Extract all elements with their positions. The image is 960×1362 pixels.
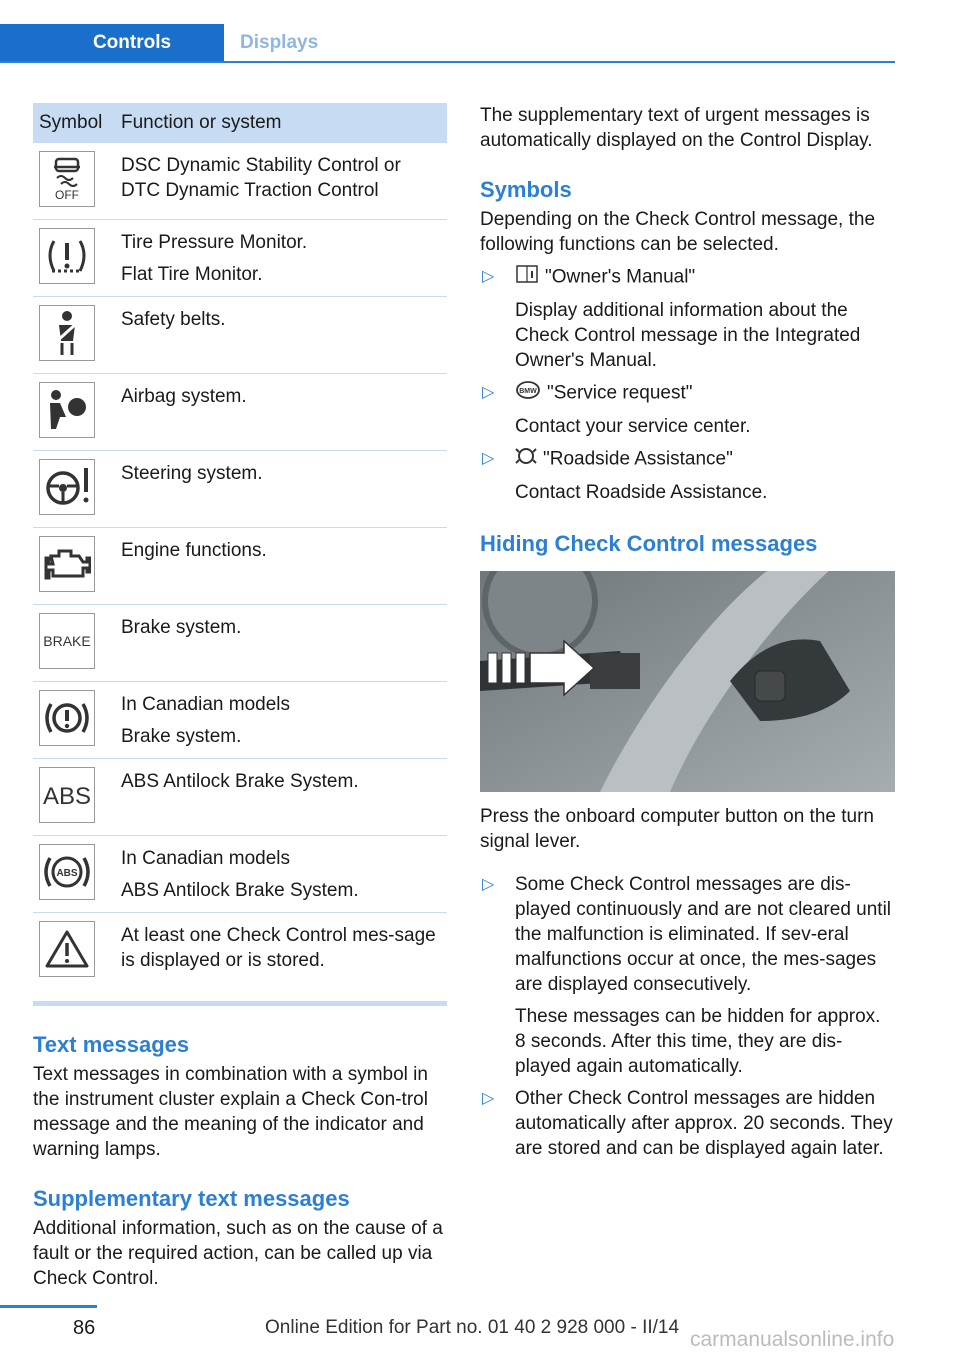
row-text bbox=[121, 923, 443, 980]
row-line: Brake system. bbox=[121, 726, 242, 747]
text-messages-heading: Text messages bbox=[33, 1032, 190, 1057]
row-line: ABS Antilock Brake System. bbox=[121, 771, 359, 792]
bullet-extra: These messages can be hidden for approx. 8 seconds. After this time, they are dis-played again automatically. bbox=[515, 1006, 881, 1077]
row-text bbox=[121, 153, 443, 210]
steering-icon bbox=[39, 459, 95, 515]
seatbelt-icon bbox=[39, 305, 95, 361]
bullet-triangle-icon: ▷ bbox=[482, 384, 495, 401]
symbols-body: Depending on the Check Control message, the following functions can be selected. bbox=[480, 209, 876, 255]
item-title: "Owner's Manual" bbox=[545, 266, 696, 288]
row-line: ABS Antilock Brake System. bbox=[121, 880, 359, 901]
footer-rule bbox=[0, 1305, 97, 1308]
engine-icon bbox=[39, 536, 95, 592]
symbols-heading: Symbols bbox=[480, 177, 572, 202]
supp-heading: Supplementary text messages bbox=[33, 1186, 350, 1211]
icon-bmw-label: BMW bbox=[519, 388, 537, 395]
right-column bbox=[480, 103, 896, 1161]
table-row bbox=[33, 605, 447, 682]
row-text bbox=[121, 384, 443, 416]
table-row bbox=[33, 759, 447, 836]
col-symbol: Symbol bbox=[39, 112, 103, 133]
row-line: Engine functions. bbox=[121, 540, 267, 561]
table-row bbox=[33, 528, 447, 605]
row-text bbox=[121, 615, 443, 647]
bullet-triangle-icon: ▷ bbox=[482, 450, 495, 467]
airbag-icon bbox=[39, 382, 95, 438]
icon-off-label: OFF bbox=[55, 188, 79, 202]
row-line: DSC Dynamic Stability Control or DTC Dynamic Traction Control bbox=[121, 155, 401, 201]
row-text bbox=[121, 307, 443, 339]
table-row bbox=[33, 836, 447, 913]
row-line: In Canadian models bbox=[121, 848, 290, 869]
table-header bbox=[33, 103, 447, 143]
page-number: 86 bbox=[73, 1317, 96, 1339]
row-line: Steering system. bbox=[121, 463, 263, 484]
row-line: Brake system. bbox=[121, 617, 242, 638]
left-column bbox=[33, 103, 447, 1291]
item-title: "Roadside Assistance" bbox=[543, 448, 733, 470]
list-item bbox=[480, 446, 896, 505]
row-line: At least one Check Control mes-sage is displayed or is stored. bbox=[121, 925, 436, 971]
row-line: Tire Pressure Monitor. bbox=[121, 232, 308, 253]
list-item bbox=[480, 380, 896, 439]
dsc-off-icon bbox=[39, 151, 95, 207]
table-row bbox=[33, 143, 447, 220]
row-text bbox=[121, 538, 443, 570]
icon-abs-label: ABS bbox=[42, 783, 92, 810]
list-item bbox=[480, 872, 896, 1079]
steering-wheel-photo bbox=[480, 571, 895, 792]
list-item bbox=[480, 1086, 896, 1161]
service-icon bbox=[515, 380, 541, 407]
bullet-triangle-icon: ▷ bbox=[482, 268, 495, 285]
col-function: Function or system bbox=[121, 112, 282, 133]
warning-triangle-icon bbox=[39, 921, 95, 977]
tab-displays[interactable]: Displays bbox=[240, 32, 319, 53]
bullet-triangle-icon: ▷ bbox=[482, 1090, 495, 1107]
bullet-text: Some Check Control messages are dis-played continuously and are not cleared until the malfunction is eliminated. If sev-eral malfunctions occur at once, the mes-sages are displayed consecutively. bbox=[515, 874, 892, 995]
abs-circle-icon bbox=[39, 844, 95, 900]
tab-controls[interactable]: Controls bbox=[0, 24, 224, 61]
abs-text-icon bbox=[39, 767, 95, 823]
item-desc: Contact your service center. bbox=[515, 416, 751, 437]
intro-text: The supplementary text of urgent messages is automatically displayed on the Control Display. bbox=[480, 105, 873, 151]
row-text bbox=[121, 230, 443, 294]
table-row bbox=[33, 220, 447, 297]
supp-body: Additional information, such as on the cause of a fault or the required action, can be called up via Check Control. bbox=[33, 1218, 443, 1289]
row-text bbox=[121, 769, 443, 801]
icon-brake-label: BRAKE bbox=[43, 633, 91, 649]
text-messages-body: Text messages in combination with a symbol in the instrument cluster explain a Check Con-trol message and the meaning of the indicator and warning lamps. bbox=[33, 1064, 428, 1160]
tire-pressure-icon bbox=[39, 228, 95, 284]
item-title: "Service request" bbox=[547, 382, 693, 404]
hiding-heading: Hiding Check Control messages bbox=[480, 531, 818, 556]
photo-caption: Press the onboard computer button on the turn signal lever. bbox=[480, 806, 874, 852]
table-row bbox=[33, 451, 447, 528]
table-row bbox=[33, 374, 447, 451]
table-bottom-rule bbox=[33, 1001, 447, 1006]
row-line: In Canadian models bbox=[121, 694, 290, 715]
bullet-triangle-icon: ▷ bbox=[482, 876, 495, 893]
header-tabbar bbox=[0, 24, 895, 63]
row-text bbox=[121, 846, 443, 910]
row-text bbox=[121, 692, 443, 756]
brake-circle-icon bbox=[39, 690, 95, 746]
roadside-icon bbox=[515, 446, 537, 473]
bullet-text: Other Check Control messages are hidden automatically after approx. 20 seconds. They are stored and can be displayed again later. bbox=[515, 1088, 893, 1159]
row-line: Safety belts. bbox=[121, 309, 226, 330]
icon-abs-small-label: ABS bbox=[56, 868, 78, 879]
brake-text-icon bbox=[39, 613, 95, 669]
row-line: Flat Tire Monitor. bbox=[121, 264, 263, 285]
list-item bbox=[480, 264, 896, 373]
table-row bbox=[33, 297, 447, 374]
table-row bbox=[33, 682, 447, 759]
edition-text: Online Edition for Part no. 01 40 2 928 000 - II/14 bbox=[265, 1317, 680, 1338]
row-text bbox=[121, 461, 443, 493]
item-desc: Contact Roadside Assistance. bbox=[515, 482, 768, 503]
table-row bbox=[33, 913, 447, 989]
watermark: carmanualsonline.info bbox=[690, 1328, 895, 1351]
row-line: Airbag system. bbox=[121, 386, 247, 407]
item-desc: Display additional information about the Check Control message in the Integrated Owner's Manual. bbox=[515, 300, 861, 371]
manual-icon bbox=[515, 264, 539, 291]
